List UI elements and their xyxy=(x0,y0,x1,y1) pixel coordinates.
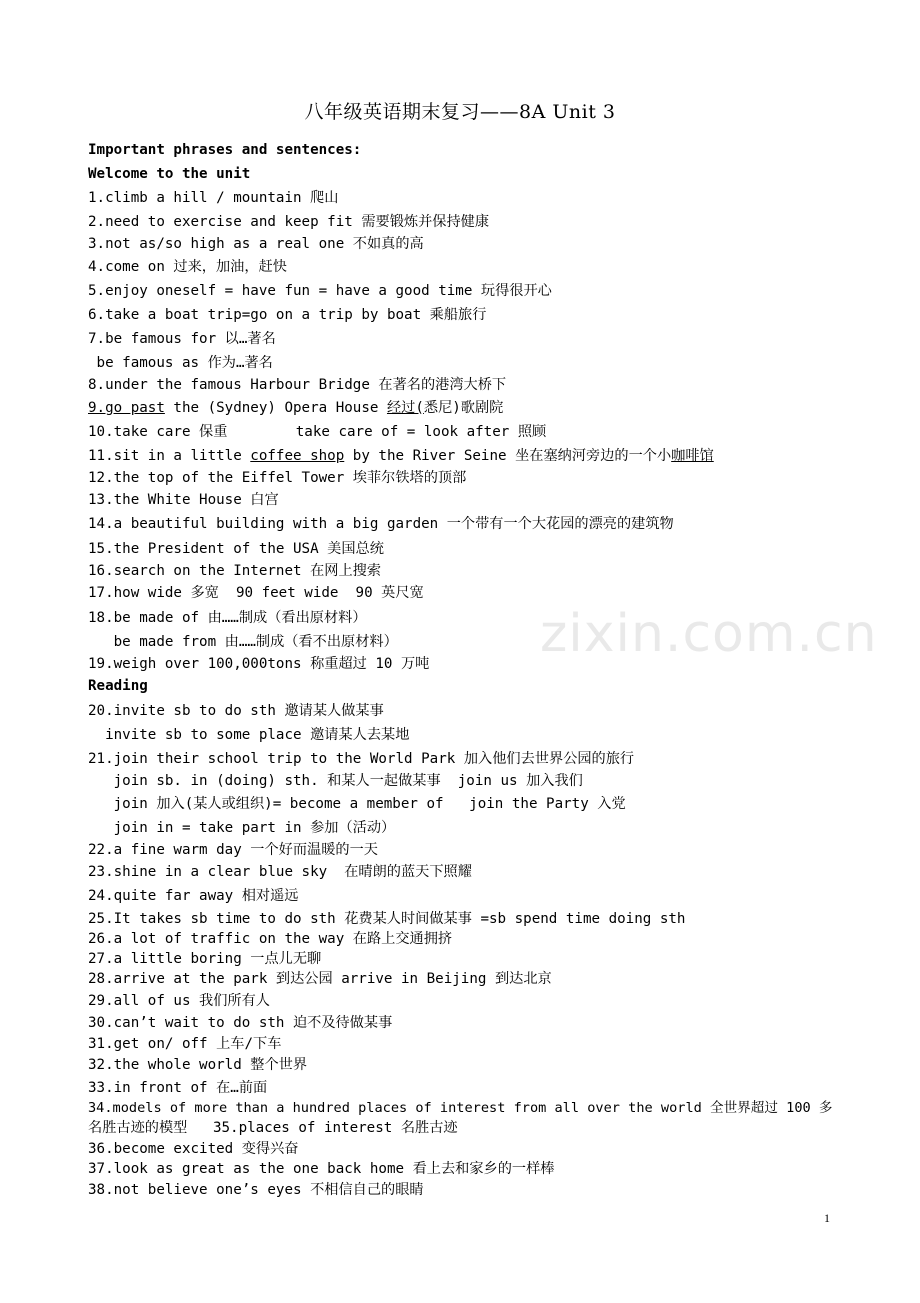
page-number: 1 xyxy=(824,1211,830,1225)
phrase-line: 25.It takes sb time to do sth 花费某人时间做某事 =sb spend time doing sth xyxy=(88,911,686,927)
underlined-phrase: 9.go past xyxy=(88,400,165,416)
phrase-text: the (Sydney) Opera House xyxy=(164,400,387,416)
phrase-line: 23.shine in a clear blue sky 在晴朗的蓝天下照耀 xyxy=(88,864,472,880)
phrase-text: 11.sit in a little xyxy=(88,448,251,464)
phrase-line: 36.become excited 变得兴奋 xyxy=(88,1141,299,1157)
phrase-line: 6.take a boat trip=go on a trip by boat 乘船旅行 xyxy=(88,307,487,323)
page-title: 八年级英语期末复习——8A Unit 3 xyxy=(304,101,616,123)
phrase-line: 34.models of more than a hundred places of interest from all over the world 全世界超过 100 多 xyxy=(88,1100,833,1116)
phrase-line: 15.the President of the USA 美国总统 xyxy=(88,541,384,557)
phrase-line: 38.not believe one’s eyes 不相信自己的眼睛 xyxy=(88,1182,424,1198)
section-reading: Reading xyxy=(88,678,148,694)
underlined-phrase: 咖啡馆 xyxy=(671,448,714,464)
phrase-line: 13.the White House 白宫 xyxy=(88,492,279,508)
phrase-line xyxy=(88,399,503,417)
phrase-line: 14.a beautiful building with a big garden 一个带有一个大花园的漂亮的建筑物 xyxy=(88,516,674,532)
phrase-line: 名胜古迹的模型 35.places of interest 名胜古迹 xyxy=(88,1120,458,1136)
phrase-line: 1.climb a hill / mountain 爬山 xyxy=(88,190,339,206)
phrase-line: 8.under the famous Harbour Bridge 在著名的港湾大桥下 xyxy=(88,377,507,393)
phrase-line: 30.can’t wait to do sth 迫不及待做某事 xyxy=(88,1015,393,1031)
phrase-line: 12.the top of the Eiffel Tower 埃菲尔铁塔的顶部 xyxy=(88,470,467,486)
phrase-line: 18.be made of 由……制成（看出原材料） xyxy=(88,610,367,626)
phrase-line: 32.the whole world 整个世界 xyxy=(88,1057,308,1073)
section-heading: Important phrases and sentences: xyxy=(88,142,362,158)
phrase-line: 28.arrive at the park 到达公园 arrive in Beijing 到达北京 xyxy=(88,971,552,987)
phrase-line: 29.all of us 我们所有人 xyxy=(88,993,270,1009)
phrase-line: 27.a little boring 一点儿无聊 xyxy=(88,951,322,967)
watermark: zixin.com.cn xyxy=(540,604,878,664)
phrase-line: 16.search on the Internet 在网上搜索 xyxy=(88,563,382,579)
phrase-line: be famous as 作为…著名 xyxy=(88,355,273,371)
phrase-line: 10.take care 保重 take care of = look after 照顾 xyxy=(88,424,547,440)
phrase-line: 5.enjoy oneself = have fun = have a good time 玩得很开心 xyxy=(88,283,552,299)
phrase-line: 2.need to exercise and keep fit 需要锻炼并保持健康 xyxy=(88,214,490,230)
phrase-line: invite sb to some place 邀请某人去某地 xyxy=(88,727,410,743)
phrase-text: 悉尼)歌剧院 xyxy=(423,400,504,416)
underlined-phrase: coffee shop xyxy=(250,448,345,464)
phrase-line: 22.a fine warm day 一个好而温暖的一天 xyxy=(88,842,378,858)
section-welcome: Welcome to the unit xyxy=(88,166,251,182)
phrase-line: 17.how wide 多宽 90 feet wide 90 英尺宽 xyxy=(88,585,424,601)
phrase-line: 20.invite sb to do sth 邀请某人做某事 xyxy=(88,703,384,719)
phrase-line: 33.in front of 在…前面 xyxy=(88,1080,268,1096)
phrase-line: be made from 由……制成（看不出原材料） xyxy=(88,634,398,650)
phrase-line: join 加入(某人或组织)= become a member of join the Party 入党 xyxy=(88,796,626,812)
phrase-line: 31.get on/ off 上车/下车 xyxy=(88,1036,282,1052)
phrase-line: 19.weigh over 100,000tons 称重超过 10 万吨 xyxy=(88,656,430,672)
phrase-line: 24.quite far away 相对遥远 xyxy=(88,888,299,904)
phrase-line: join sb. in (doing) sth. 和某人一起做某事 join us 加入我们 xyxy=(88,773,583,789)
phrase-line: 4.come on 过来，加油，赶快 xyxy=(88,259,287,275)
phrase-line xyxy=(88,447,714,465)
phrase-line: 21.join their school trip to the World Park 加入他们去世界公园的旅行 xyxy=(88,751,635,767)
phrase-line: join in = take part in 参加（活动） xyxy=(88,820,396,836)
phrase-line: 37.look as great as the one back home 看上去和家乡的一样棒 xyxy=(88,1161,555,1177)
underlined-phrase: 经过( xyxy=(386,400,424,416)
phrase-line: 3.not as/so high as a real one 不如真的高 xyxy=(88,236,424,252)
phrase-line: 26.a lot of traffic on the way 在路上交通拥挤 xyxy=(88,931,453,947)
phrase-line: 7.be famous for 以…著名 xyxy=(88,331,276,347)
phrase-text: by the River Seine 坐在塞纳河旁边的一个小 xyxy=(344,448,672,464)
